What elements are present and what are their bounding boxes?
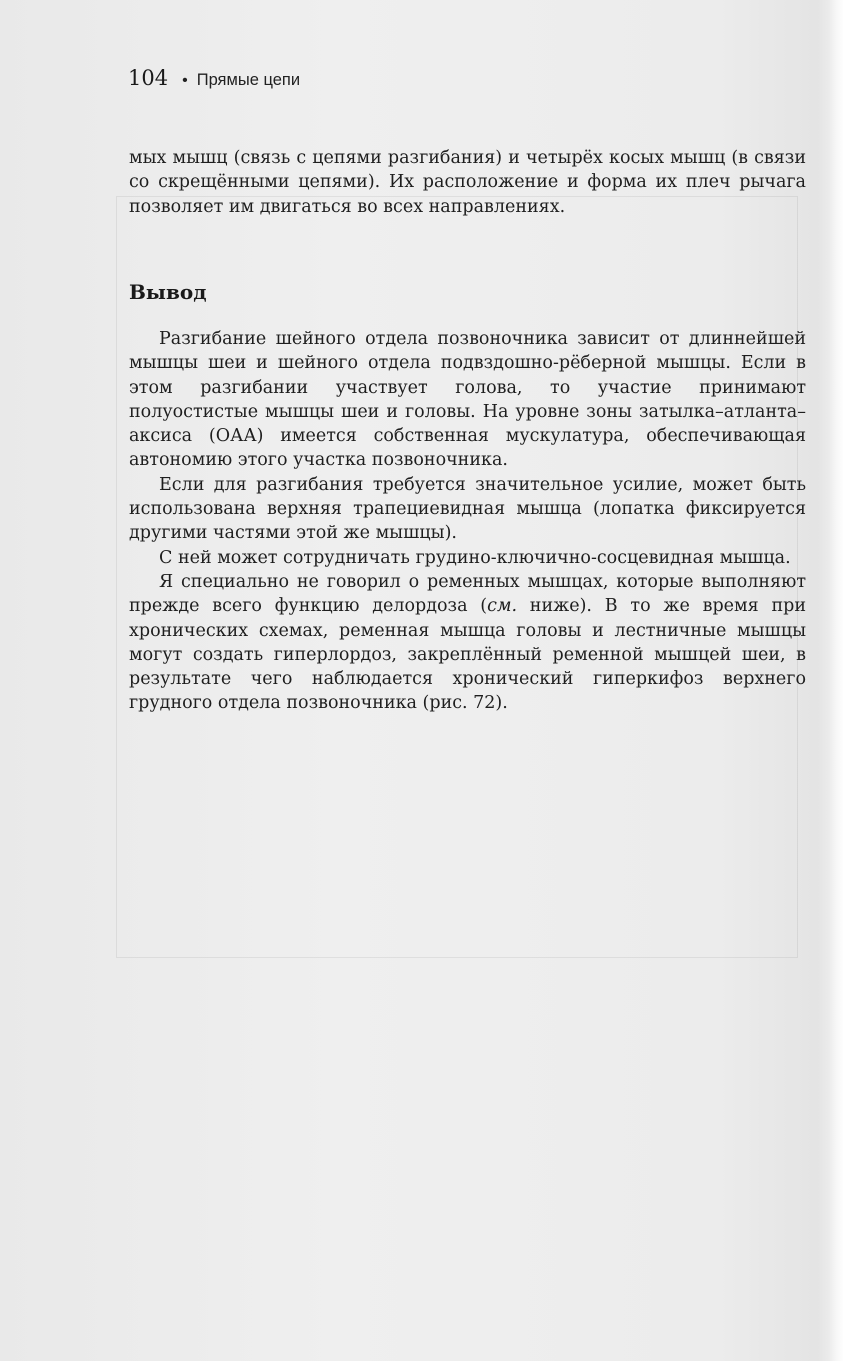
continuation-paragraph [129, 146, 806, 219]
running-head: Прямые цепи [196, 71, 301, 89]
paragraph [129, 570, 806, 716]
paragraph: С ней может сотрудничать грудино-ключично-сосцевидная мышца. [159, 547, 791, 568]
emphasis-text: см. [487, 596, 518, 617]
page-edge [829, 0, 843, 1361]
paragraph: Разгибание шейного отдела позвоночника зависит от длиннейшей мышцы шеи и шейного отдела подвздошно-рёберной мышцы. Если в этом разгибании участвует голова, то участие принимают полуостистые мышцы шеи и головы. На уровне зоны затылка–атланта–аксиса (ОАА) имеется собственная мускулатура, обеспечивающая автономию этого участка позвоночника. [129, 329, 806, 471]
page-number: 104 [128, 66, 169, 90]
paragraph: Если для разгибания требуется значительное усилие, может быть использована верхняя трапециевидная мышца (лопатка фиксируется другими частями этой же мышцы). [129, 474, 806, 544]
paragraph: мых мышц (связь с цепями разгибания) и четырёх косых мышц (в связи со скрещёнными цепями). Их расположение и форма их плеч рычага позволяет им двигаться во всех направлениях. [129, 148, 806, 217]
header-bullet: • [182, 72, 188, 89]
paragraph-text: ниже). В то же время при хронических схемах, ременная мышца головы и лестничные мышцы могут создать гиперлордоз, закреплённый ременной мышцей шеи, в результате чего наблюдается хронический гиперкифоз верхнего грудного отдела позвоночника (рис. 72). [129, 596, 806, 714]
section-body [129, 327, 806, 716]
section-heading: Вывод [129, 280, 207, 304]
page-header [128, 66, 300, 96]
paragraph-text: Я специально не говорил о ременных мышцах, которые выполняют прежде всего функцию делордоза ( [129, 571, 806, 617]
